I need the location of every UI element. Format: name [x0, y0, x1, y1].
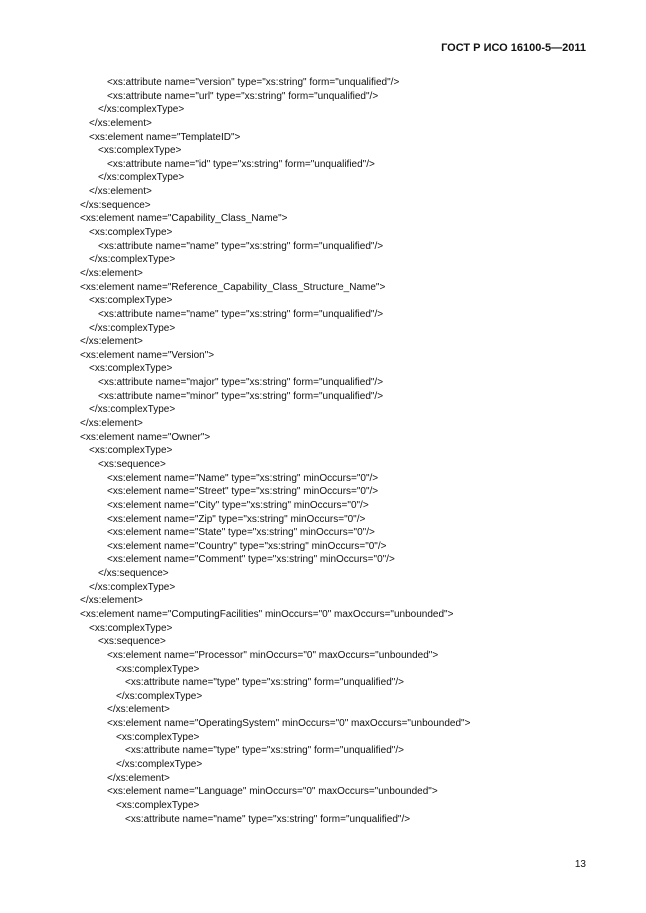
code-line: <xs:element name="State" type="xs:string" minOccurs="0"/>: [107, 527, 375, 539]
code-line: </xs:element>: [80, 336, 143, 348]
code-line: </xs:complexType>: [116, 690, 203, 702]
code-line: <xs:complexType>: [116, 731, 200, 743]
code-line: </xs:element>: [89, 117, 152, 129]
code-line: <xs:attribute name="name" type="xs:string" form="unqualified"/>: [98, 308, 384, 320]
code-line: <xs:element name="Language" minOccurs="0" maxOccurs="unbounded">: [107, 786, 438, 798]
code-line: <xs:element name="TemplateID">: [89, 131, 241, 143]
code-line: <xs:sequence>: [98, 458, 166, 470]
code-line: <xs:element name="Capability_Class_Name">: [80, 213, 288, 225]
code-line: </xs:complexType>: [89, 254, 176, 266]
code-line: <xs:element name="Street" type="xs:string" minOccurs="0"/>: [107, 486, 379, 498]
code-line: </xs:sequence>: [80, 199, 151, 211]
code-line: <xs:attribute name="type" type="xs:string" form="unqualified"/>: [125, 677, 404, 689]
code-line: <xs:attribute name="major" type="xs:string" form="unqualified"/>: [98, 377, 384, 389]
code-line: <xs:complexType>: [89, 622, 173, 634]
code-line: <xs:attribute name="url" type="xs:string" form="unqualified"/>: [107, 90, 379, 102]
code-line: <xs:sequence>: [98, 636, 166, 648]
code-line: <xs:complexType>: [89, 445, 173, 457]
code-line: <xs:element name="Owner">: [80, 431, 211, 443]
code-line: <xs:complexType>: [98, 145, 182, 157]
code-line: <xs:attribute name="name" type="xs:string" form="unqualified"/>: [125, 813, 411, 825]
code-line: <xs:complexType>: [89, 295, 173, 307]
code-line: <xs:element name="OperatingSystem" minOccurs="0" maxOccurs="unbounded">: [107, 718, 471, 730]
code-line: <xs:element name="ComputingFacilities" minOccurs="0" maxOccurs="unbounded">: [80, 608, 454, 620]
code-line: </xs:sequence>: [98, 568, 169, 580]
code-line: <xs:complexType>: [89, 363, 173, 375]
code-line: </xs:element>: [89, 186, 152, 198]
xml-schema-code-listing: [80, 76, 470, 826]
code-line: <xs:complexType>: [116, 799, 200, 811]
code-line: </xs:element>: [80, 267, 143, 279]
code-line: </xs:complexType>: [89, 322, 176, 334]
code-line: <xs:element name="Version">: [80, 349, 215, 361]
code-line: </xs:element>: [107, 772, 170, 784]
code-line: </xs:element>: [80, 418, 143, 430]
code-line: <xs:attribute name="version" type="xs:string" form="unqualified"/>: [107, 77, 400, 88]
code-line: <xs:element name="Comment" type="xs:string" minOccurs="0"/>: [107, 554, 395, 566]
code-line: <xs:element name="Name" type="xs:string" minOccurs="0"/>: [107, 472, 379, 484]
code-line: <xs:element name="Zip" type="xs:string" minOccurs="0"/>: [107, 513, 366, 525]
code-line: <xs:complexType>: [116, 663, 200, 675]
document-header: ГОСТ Р ИСО 16100-5—2011: [441, 42, 586, 54]
code-line: <xs:attribute name="id" type="xs:string" form="unqualified"/>: [107, 158, 375, 170]
code-line: </xs:element>: [107, 704, 170, 716]
code-line: <xs:element name="Processor" minOccurs="0" maxOccurs="unbounded">: [107, 649, 439, 661]
code-line: <xs:element name="City" type="xs:string" minOccurs="0"/>: [107, 499, 369, 511]
code-line: <xs:element name="Reference_Capability_Class_Structure_Name">: [80, 281, 386, 293]
page-number: 13: [574, 859, 586, 870]
code-line: </xs:complexType>: [116, 759, 203, 771]
code-line: </xs:complexType>: [89, 404, 176, 416]
code-line: <xs:attribute name="type" type="xs:string" form="unqualified"/>: [125, 745, 404, 757]
code-line: </xs:complexType>: [98, 172, 185, 184]
code-line: <xs:element name="Country" type="xs:string" minOccurs="0"/>: [107, 540, 387, 552]
code-line: <xs:attribute name="name" type="xs:string" form="unqualified"/>: [98, 240, 384, 252]
code-line: </xs:complexType>: [98, 104, 185, 116]
code-line: <xs:complexType>: [89, 227, 173, 239]
code-line: <xs:attribute name="minor" type="xs:string" form="unqualified"/>: [98, 390, 384, 402]
code-line: </xs:element>: [80, 595, 143, 607]
code-line: </xs:complexType>: [89, 581, 176, 593]
